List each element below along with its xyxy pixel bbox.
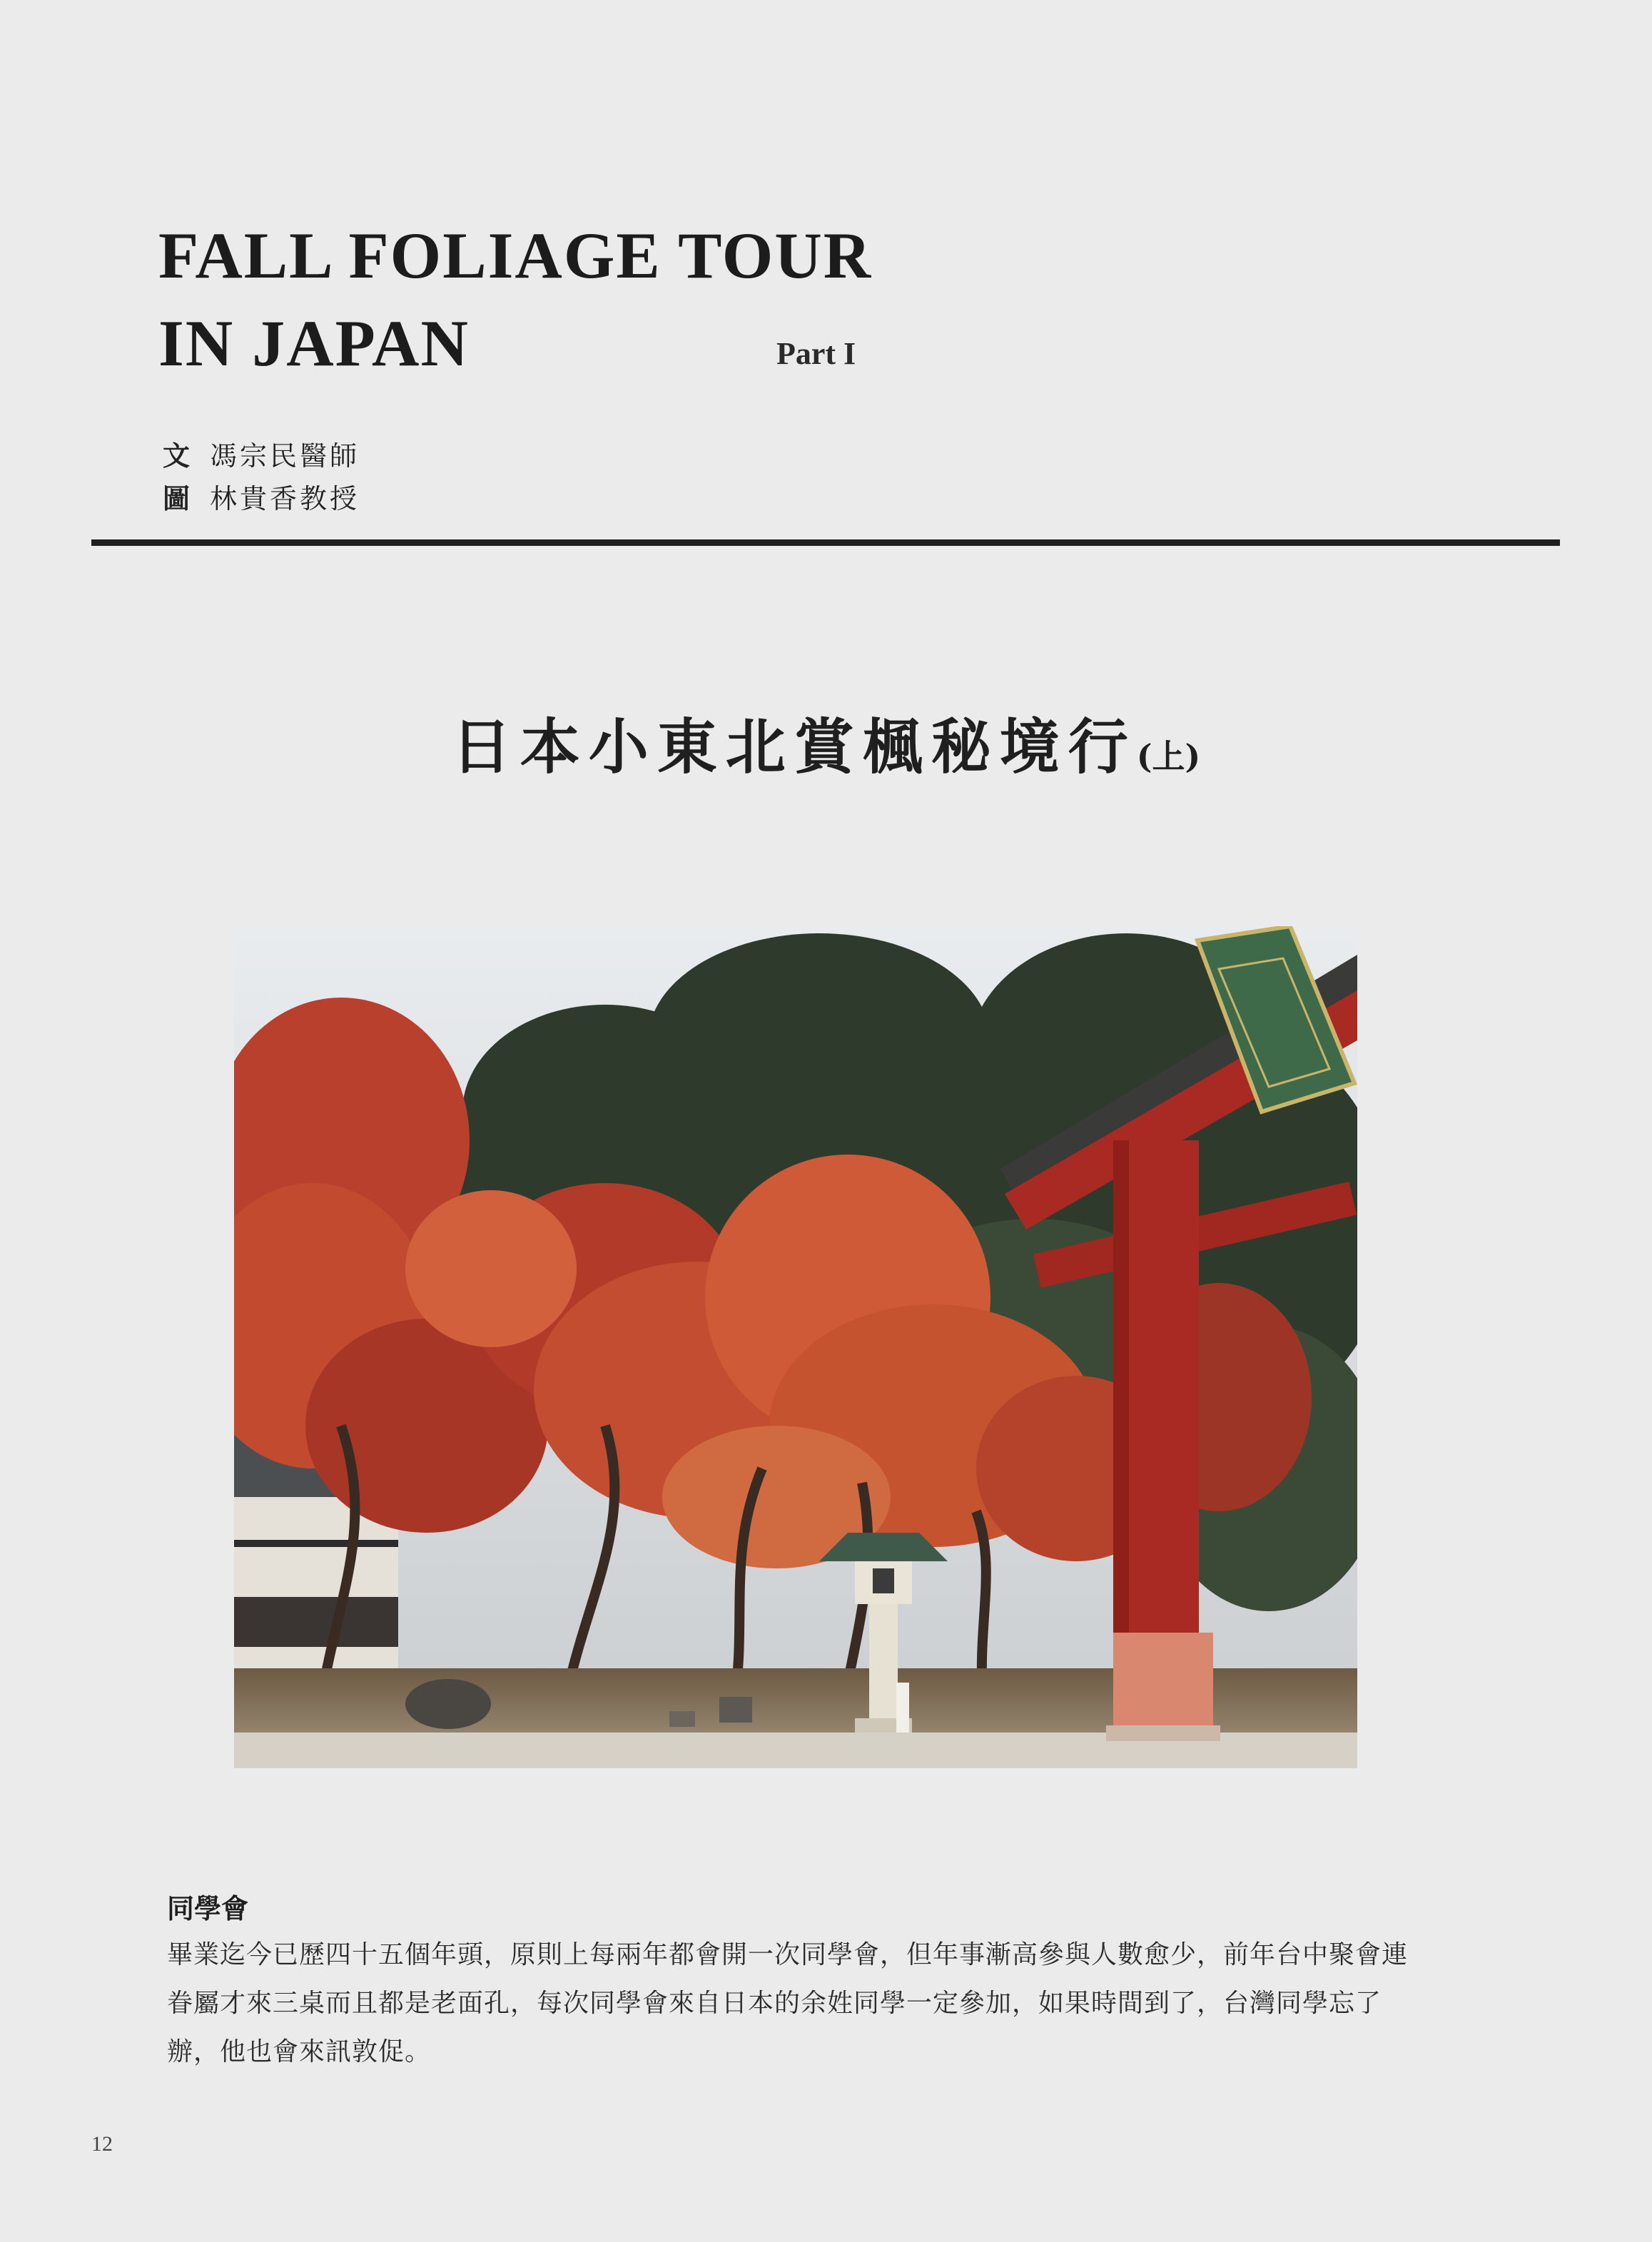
photographer-role-label: 圖: [163, 483, 191, 514]
author-role-label: 文: [163, 440, 191, 472]
section-title: 同學會: [167, 1892, 249, 1924]
part-label: Part I: [776, 336, 856, 371]
article-title-line-1: FALL FOLIAGE TOUR: [158, 219, 873, 292]
autumn-shrine-photo: [234, 926, 1357, 1768]
article-title-line-2: IN JAPAN: [158, 307, 470, 380]
author-name: 馮宗民醫師: [210, 440, 360, 472]
chinese-heading: [0, 699, 1652, 786]
header-divider: [91, 539, 1560, 546]
author-credit: [163, 434, 360, 473]
chinese-heading-sub: (上): [1136, 737, 1201, 776]
photo-illustration: [234, 926, 1357, 1768]
page-number: 12: [91, 2132, 113, 2156]
chinese-heading-main: 日本小東北賞楓秘境行: [451, 711, 1137, 782]
section-body-paragraph: 畢業迄今已歷四十五個年頭，原則上每兩年都會開一次同學會，但年事漸高參與人數愈少，前年台中聚會連眷屬才來三桌而且都是老面孔，每次同學會來自日本的余姓同學一定參加，如果時間到了，台灣同學忘了辦，他也會來訊敦促。: [167, 1940, 1409, 2066]
photographer-name: 林貴香教授: [210, 483, 360, 514]
photographer-credit: [163, 477, 360, 516]
